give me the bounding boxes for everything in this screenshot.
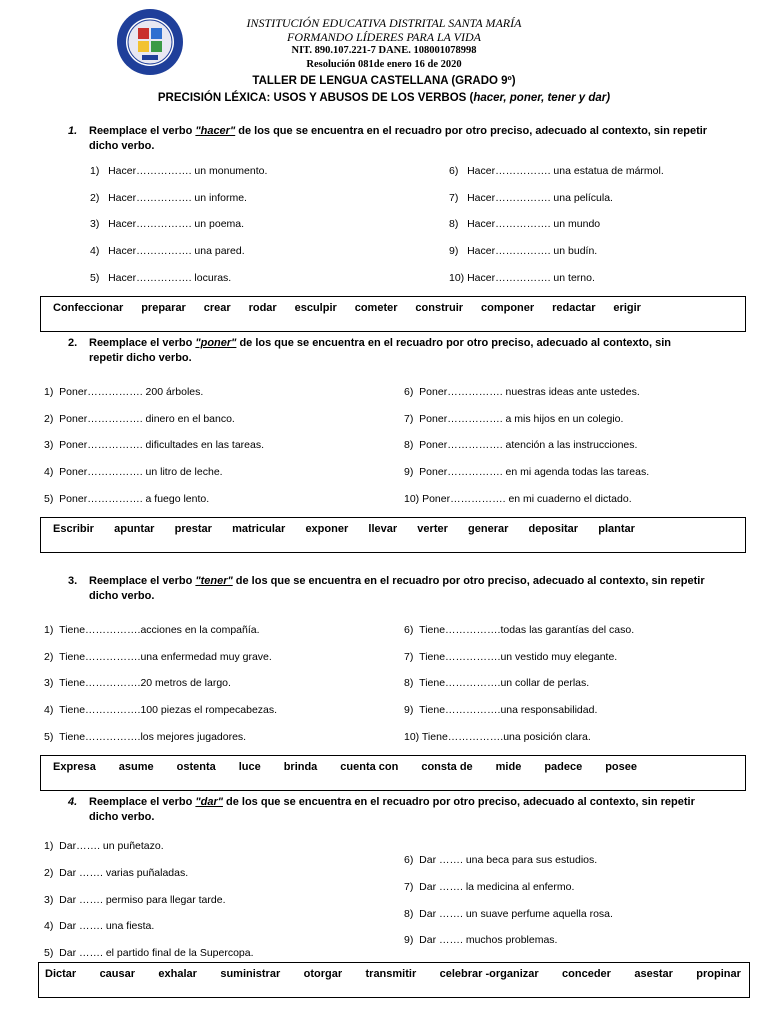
list-item: 3) Tiene…………….20 metros de largo. [44, 677, 231, 689]
list-item: 1) Hacer……………. un monumento. [90, 165, 268, 177]
word-option: depositar [528, 523, 579, 535]
list-item: 8) Hacer……………. un mundo [449, 218, 601, 230]
topic-title-verbs: hacer, poner, tener y dar) [473, 92, 611, 104]
list-item: 10) Poner……………. en mi cuaderno el dictado. [404, 493, 632, 505]
question-text [68, 124, 708, 154]
word-option: luce [238, 761, 261, 773]
list-item: 4) Tiene…………….100 piezas el rompecabezas. [44, 704, 278, 716]
list-item: 1) Tiene…………….acciones en la compañía. [44, 624, 260, 636]
word-option: suministrar [220, 968, 281, 980]
question-text-before: Reemplace el verbo [89, 575, 196, 587]
word-option: cometer [354, 302, 398, 314]
list-item: 1) Dar……. un puñetazo. [44, 840, 164, 852]
word-box [38, 962, 750, 998]
question-text-after: de los que se encuentra en el recuadro por otro preciso, adecuado al contexto, sin repetir dicho verbo. [89, 575, 705, 602]
word-option: ostenta [176, 761, 216, 773]
word-option: brinda [283, 761, 318, 773]
question-text [68, 795, 718, 825]
word-option: exponer [305, 523, 349, 535]
question-text-before: Reemplace el verbo [89, 796, 196, 808]
motto: FORMANDO LÍDERES PARA LA VIDA [287, 30, 481, 44]
word-option: crear [203, 302, 231, 314]
list-item: 5) Dar ……. el partido final de la Supercopa. [44, 947, 254, 959]
list-item: 5) Tiene…………….los mejores jugadores. [44, 731, 247, 743]
list-item: 2) Dar ……. varias puñaladas. [44, 867, 189, 879]
word-option: componer [481, 302, 535, 314]
word-box [40, 296, 746, 332]
list-item: 8) Poner……………. atención a las instrucciones. [404, 439, 638, 451]
word-option: rodar [248, 302, 277, 314]
word-option: plantar [598, 523, 635, 535]
question-number: 3. [68, 575, 78, 587]
question-verb: "poner" [195, 337, 237, 349]
word-box [40, 755, 746, 791]
question-1 [68, 124, 708, 154]
list-item: 9) Dar ……. muchos problemas. [404, 934, 558, 946]
list-item: 6) Hacer……………. una estatua de mármol. [449, 165, 664, 177]
list-item: 6) Tiene…………….todas las garantías del caso. [404, 624, 635, 636]
question-number: 2. [68, 337, 78, 349]
list-item: 7) Tiene…………….un vestido muy elegante. [404, 651, 618, 663]
word-option: erigir [613, 302, 641, 314]
list-item: 10) Hacer……………. un terno. [449, 272, 595, 284]
list-item: 9) Poner……………. en mi agenda todas las tareas. [404, 466, 650, 478]
question-4 [68, 795, 718, 825]
word-option: exhalar [158, 968, 197, 980]
list-item: 1) Poner……………. 200 árboles. [44, 386, 204, 398]
question-number: 1. [68, 125, 78, 137]
word-option: transmitir [365, 968, 417, 980]
question-text-before: Reemplace el verbo [89, 125, 196, 137]
list-item: 7) Dar ……. la medicina al enfermo. [404, 881, 575, 893]
question-verb: "dar" [195, 796, 223, 808]
list-item: 2) Poner……………. dinero en el banco. [44, 413, 235, 425]
word-option: asume [118, 761, 154, 773]
list-item: 3) Poner……………. dificultades en las tareas. [44, 439, 265, 451]
workshop-title: TALLER DE LENGUA CASTELLANA (GRADO 9º) [252, 75, 516, 87]
list-item: 3) Hacer……………. un poema. [90, 218, 245, 230]
question-number: 4. [68, 796, 78, 808]
word-option: esculpir [294, 302, 337, 314]
question-text-before: Reemplace el verbo [89, 337, 196, 349]
word-option: Expresa [53, 761, 96, 773]
list-item: 7) Poner……………. a mis hijos en un colegio. [404, 413, 624, 425]
list-item: 4) Dar ……. una fiesta. [44, 920, 155, 932]
question-text-after: de los que se encuentra en el recuadro por otro preciso, adecuado al contexto, sin repetir dicho verbo. [89, 796, 695, 823]
word-option: mide [495, 761, 522, 773]
nit-dane: NIT. 890.107.221-7 DANE. 108001078998 [291, 45, 477, 56]
word-option: preparar [141, 302, 186, 314]
word-option: conceder [562, 968, 611, 980]
word-option: matricular [232, 523, 286, 535]
question-3 [68, 574, 708, 604]
word-box [40, 517, 746, 553]
institution-name: INSTITUCIÓN EDUCATIVA DISTRITAL SANTA MARÍA [246, 16, 522, 30]
word-option: Escribir [53, 523, 94, 535]
word-option: asestar [634, 968, 673, 980]
question-text-after: de los que se encuentra en el recuadro por otro preciso, adecuado al contexto, sin repetir dicho verbo. [89, 125, 708, 152]
word-option: propinar [696, 968, 741, 980]
question-verb: "tener" [195, 575, 233, 587]
list-item: 8) Tiene…………….un collar de perlas. [404, 677, 590, 689]
list-item: 9) Hacer……………. un budín. [449, 245, 598, 257]
topic-title-prefix: PRECISIÓN LÉXICA: USOS Y ABUSOS DE LOS VERBOS ( [157, 92, 474, 104]
word-option: construir [415, 302, 464, 314]
word-option: Dictar [45, 968, 77, 980]
question-text [68, 336, 708, 366]
question-2 [68, 336, 708, 366]
list-item: 3) Dar ……. permiso para llegar tarde. [44, 894, 226, 906]
list-item: 9) Tiene…………….una responsabilidad. [404, 704, 598, 716]
word-option: generar [468, 523, 509, 535]
list-item: 7) Hacer……………. una película. [449, 192, 613, 204]
list-item: 5) Poner……………. a fuego lento. [44, 493, 210, 505]
question-text [68, 574, 708, 604]
list-item: 5) Hacer……………. locuras. [90, 272, 232, 284]
list-item: 10) Tiene…………….una posición clara. [404, 731, 591, 743]
word-option: verter [417, 523, 448, 535]
question-verb: "hacer" [195, 125, 236, 137]
topic-title [0, 92, 768, 104]
resolution: Resolución 081de enero 16 de 2020 [306, 59, 462, 70]
list-item: 4) Poner……………. un litro de leche. [44, 466, 223, 478]
word-option: padece [544, 761, 583, 773]
list-item: 4) Hacer……………. una pared. [90, 245, 245, 257]
word-option: cuenta con [340, 761, 399, 773]
word-option: causar [99, 968, 136, 980]
word-option: llevar [368, 523, 398, 535]
word-option: Confeccionar [53, 302, 124, 314]
word-option: otorgar [303, 968, 343, 980]
list-item: 6) Poner……………. nuestras ideas ante ustedes. [404, 386, 640, 398]
question-text-after: de los que se encuentra en el recuadro por otro preciso, adecuado al contexto, sin repetir dicho verbo. [89, 337, 672, 364]
word-option: apuntar [114, 523, 155, 535]
word-option: consta de [421, 761, 473, 773]
list-item: 2) Tiene…………….una enfermedad muy grave. [44, 651, 272, 663]
list-item: 2) Hacer……………. un informe. [90, 192, 247, 204]
word-option: prestar [174, 523, 212, 535]
list-item: 6) Dar ……. una beca para sus estudios. [404, 854, 598, 866]
word-option: redactar [552, 302, 596, 314]
word-option: celebrar -organizar [439, 968, 539, 980]
list-item: 8) Dar ……. un suave perfume aquella rosa. [404, 908, 613, 920]
word-option: posee [605, 761, 637, 773]
